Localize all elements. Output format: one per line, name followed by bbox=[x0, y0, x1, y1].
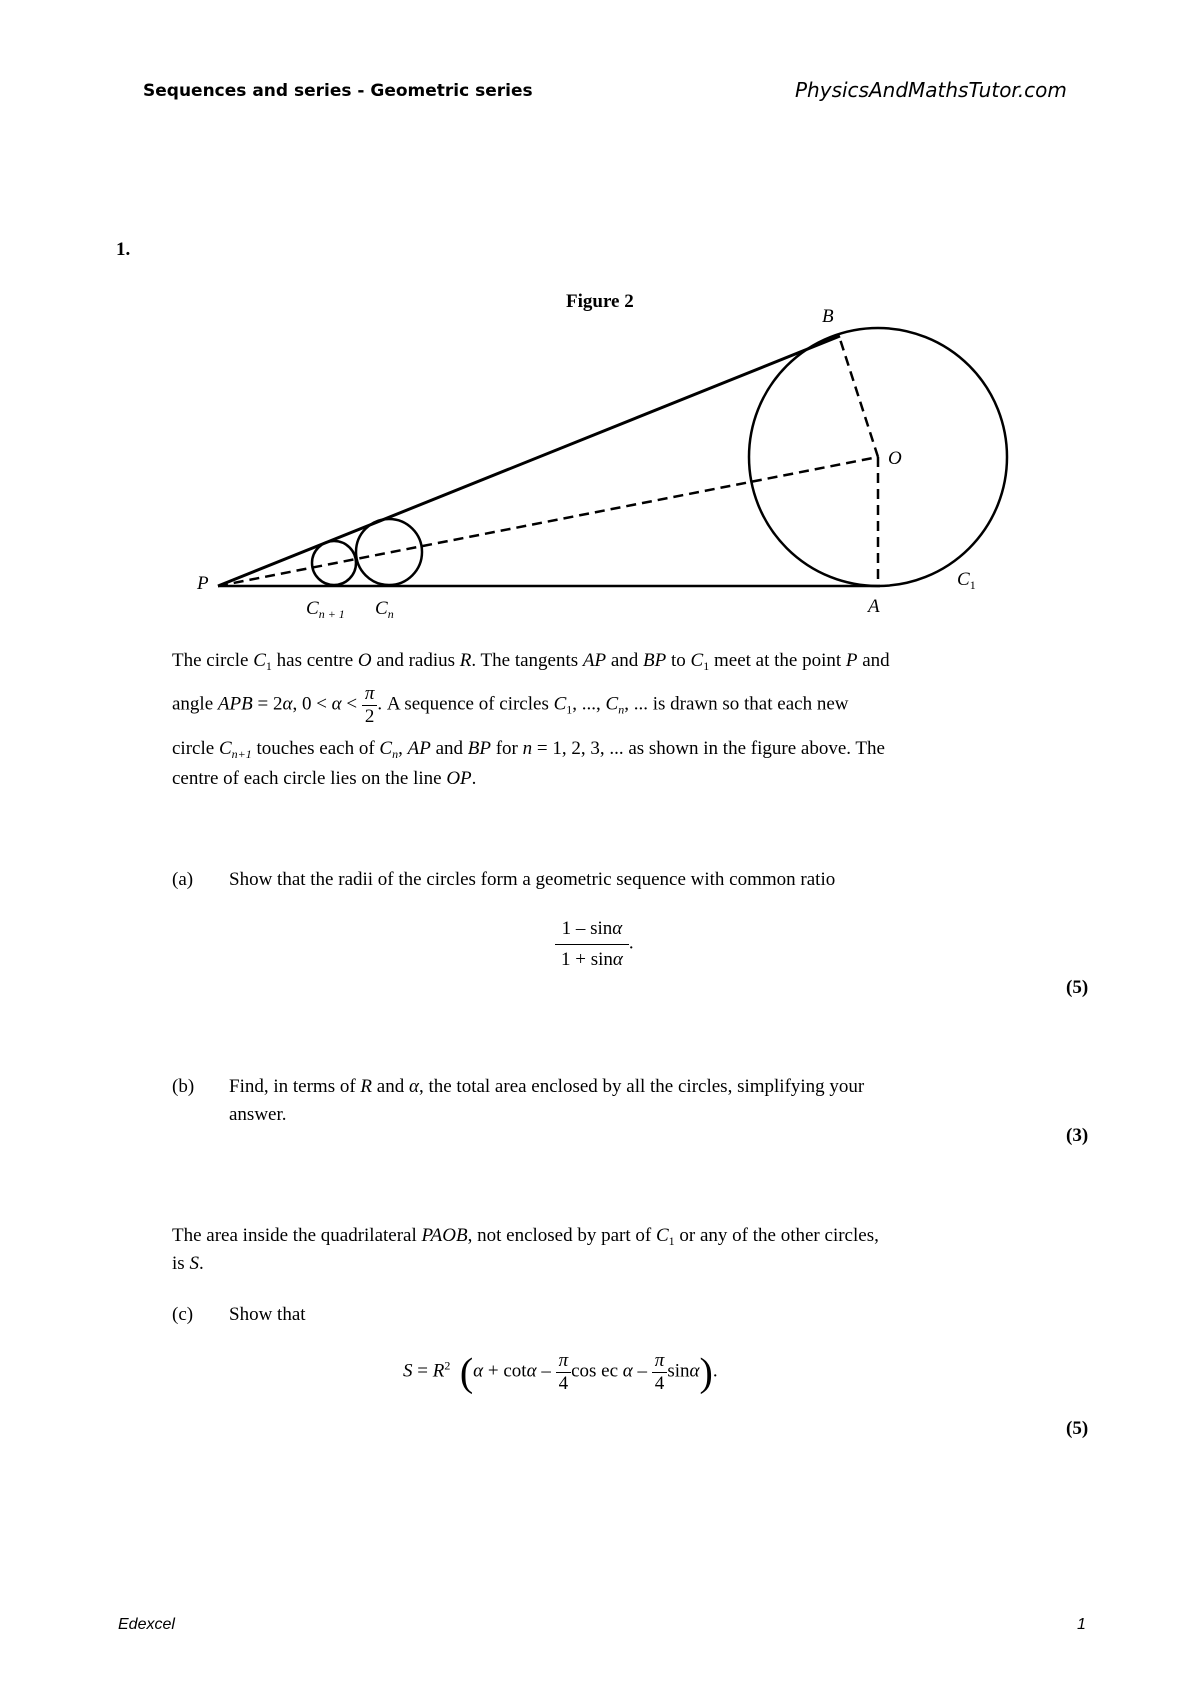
area-statement-line-2: is S. bbox=[172, 1253, 204, 1274]
part-b-text-2: answer. bbox=[229, 1104, 287, 1125]
line-op bbox=[218, 457, 878, 586]
radius-ob bbox=[839, 336, 878, 457]
intro-line-2: angle APB = 2α, 0 < α < $\frac{\pi}{2}$ . A sequence of circles $C_1$, ..., $C_n$, ... is drawn so that each new bbox=[172, 683, 849, 727]
part-b-text: Find, in terms of R and α, the total area enclosed by all the circles, simplifying your bbox=[229, 1076, 865, 1097]
label-c1: $C_1$ bbox=[957, 569, 976, 592]
label-cn-plus-1: $C_{n + 1}$ bbox=[306, 598, 345, 621]
question-number: 1. bbox=[116, 239, 131, 260]
common-ratio-expression: $\frac{1 - \sin\alpha}{1 + \sin\alpha}$ . bbox=[555, 918, 634, 971]
part-a-marks: (5) bbox=[1066, 977, 1089, 998]
part-c-text: Show that bbox=[229, 1304, 306, 1325]
intro-line-3: circle $C_{n+1}$ touches each of $C_n$, AP and BP for n = 1, 2, 3, ... as shown in the figure above. The bbox=[172, 738, 885, 761]
label-p: P bbox=[197, 573, 209, 594]
header-title: Sequences and series - Geometric series bbox=[143, 81, 533, 101]
figure-2-diagram bbox=[0, 0, 1200, 640]
footer-publisher: Edexcel bbox=[118, 1616, 175, 1633]
figure-title: Figure 2 bbox=[566, 291, 634, 312]
label-cn: $C_n$ bbox=[375, 598, 394, 621]
label-a: A bbox=[868, 596, 880, 617]
area-statement-line-1: The area inside the quadrilateral PAOB, not enclosed by part of $C_1$ or any of the other circles, bbox=[172, 1225, 879, 1248]
part-c-label: (c) bbox=[172, 1304, 194, 1325]
area-s-equation: $S = R^2$ (α + cotα – $\frac{\pi}{4}$ cos ec α – $\frac{\pi}{4}$ sinα). bbox=[403, 1349, 718, 1395]
circle-cn bbox=[356, 519, 422, 585]
part-b-label: (b) bbox=[172, 1076, 195, 1097]
pi-over-2-fraction: $\frac{\pi}{2}$ bbox=[362, 683, 378, 728]
intro-line-1: The circle $C_1$ has centre O and radius R. The tangents AP and BP to $C_1$ meet at the point P and bbox=[172, 650, 890, 673]
part-a-text: Show that the radii of the circles form a geometric sequence with common ratio bbox=[229, 869, 836, 890]
part-a-label: (a) bbox=[172, 869, 194, 890]
label-b: B bbox=[822, 306, 834, 327]
header-site: PhysicsAndMathsTutor.com bbox=[795, 78, 1067, 102]
label-o: O bbox=[888, 448, 902, 469]
tangent-bp bbox=[218, 336, 840, 586]
intro-line-4: centre of each circle lies on the line OP. bbox=[172, 768, 477, 789]
footer-page-number: 1 bbox=[1077, 1616, 1086, 1633]
part-b-marks: (3) bbox=[1066, 1125, 1089, 1146]
part-c-marks: (5) bbox=[1066, 1418, 1089, 1439]
